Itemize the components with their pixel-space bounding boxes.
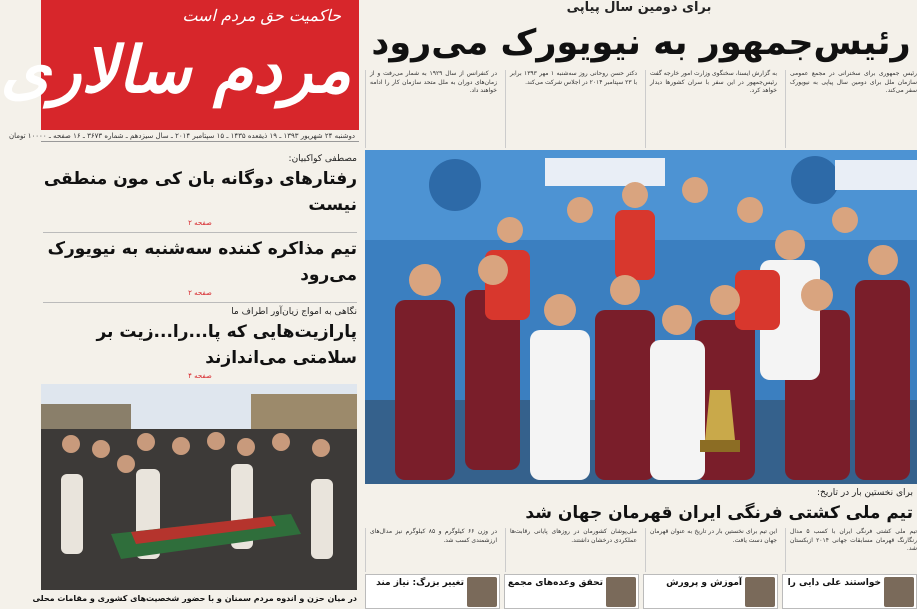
news-item[interactable] bbox=[43, 150, 357, 233]
teaser-item[interactable] bbox=[504, 574, 639, 609]
top-story-column: رئیس جمهوری برای سخنرانی در مجمع عمومی سازمان ملل برای دومین سال پیاپی به نیویورک سفر می‌کند. bbox=[785, 70, 917, 148]
news-item[interactable] bbox=[43, 303, 357, 386]
teaser-title: تحقق وعده‌های مجمع bbox=[507, 578, 603, 588]
news-item-page-ref: صفحه ۲ bbox=[188, 219, 212, 227]
masthead-slogan: حاکمیت حق مردم است bbox=[182, 6, 341, 25]
photo-story-kicker: برای نخستین بار در تاریخ: bbox=[817, 488, 913, 498]
news-item-page-ref: صفحه ۲ bbox=[188, 289, 212, 297]
teaser-title: خواستند علی دایی را bbox=[787, 578, 881, 588]
photo-story-column: ملی‌پوشان کشورمان در روزهای پایانی رقابت‌ها عملکردی درخشان داشتند. bbox=[505, 528, 637, 572]
news-item-headline[interactable]: پارازیت‌هایی که پا...را...زیت بر سلامتی می‌اندازند bbox=[96, 322, 357, 368]
dateline: دوشنبه ۲۴ شهریور ۱۳۹۳ ـ ۱۹ ذیقعده ۱۴۳۵ ـ ۱۵ سپتامبر ۲۰۱۴ ـ سال سیزدهم ـ شماره ۳۶۷۳ ـ ۱۶ صفحه ـ ۱۰۰۰۰ تومان bbox=[41, 130, 359, 142]
top-story-columns bbox=[365, 70, 917, 148]
news-item[interactable] bbox=[43, 233, 357, 303]
photo-story-columns bbox=[365, 528, 917, 572]
top-story-column: در کنفرانس از سال ۱۹۲۹ به شمار می‌رفت و از زمان‌های دوران به ملل متحد سازمان کار را ادامه خواهند داد. bbox=[365, 70, 497, 148]
teaser-title: تغییر بزرگ: نیاز مند bbox=[376, 578, 464, 588]
wrestling-team-photo-image bbox=[365, 150, 917, 484]
news-item-page-ref: صفحه ۴ bbox=[188, 372, 212, 380]
photo-story-column: تیم ملی کشتی فرنگی ایران با کسب ۵ مدال رنگارنگ قهرمان مسابقات جهانی ۲۰۱۴ ازبکستان شد. bbox=[785, 528, 917, 572]
funeral-photo-caption: در میان حزن و اندوه مردم سمنان و با حضور شخصیت‌های کشوری و مقامات محلی bbox=[32, 594, 357, 603]
news-item-headline[interactable]: رفتارهای دوگانه بان کی مون منطقی نیست bbox=[43, 169, 357, 215]
teaser-item[interactable] bbox=[365, 574, 500, 609]
teaser-thumbnail bbox=[467, 577, 497, 607]
wrestling-team-photo[interactable] bbox=[365, 150, 917, 484]
teaser-item[interactable] bbox=[643, 574, 778, 609]
masthead bbox=[0, 0, 359, 130]
bottom-teasers bbox=[365, 574, 917, 609]
news-item-headline[interactable]: تیم مذاکره کننده سه‌شنبه به نیویورک می‌رود bbox=[47, 239, 357, 285]
teaser-title: آموزش و پرورش bbox=[666, 578, 742, 588]
top-story-column: به گزارش ایسنا، سخنگوی وزارت امور خارجه گفت رئیس‌جمهور در این سفر با سران کشورها دیدار خواهد کرد. bbox=[645, 70, 777, 148]
photo-story-column: در وزن ۶۶ کیلوگرم و ۸۵ کیلوگرم نیز مدال‌های ارزشمندی کسب شد. bbox=[365, 528, 497, 572]
top-story-kicker: برای دومین سال پیاپی bbox=[566, 0, 712, 15]
photo-story-caption bbox=[369, 486, 913, 526]
top-story-column: دکتر حسن روحانی روز سه‌شنبه ۱ مهر ۱۳۹۳ برابر با ۲۳ سپتامبر ۲۰۱۴ در اجلاس شرکت می‌کند. bbox=[505, 70, 637, 148]
teaser-thumbnail bbox=[606, 577, 636, 607]
photo-story-column: این تیم برای نخستین بار در تاریخ به عنوان قهرمان جهان دست یافت. bbox=[645, 528, 777, 572]
teaser-thumbnail bbox=[745, 577, 775, 607]
main-headline[interactable]: رئیس‌جمهور به نیویورک می‌رود bbox=[371, 23, 911, 63]
funeral-photo-image bbox=[41, 384, 357, 590]
teaser-item[interactable] bbox=[782, 574, 917, 609]
news-item-kicker: مصطفی کواکبیان: bbox=[288, 154, 357, 164]
newspaper-logo: مردم سالاری bbox=[0, 33, 351, 108]
photo-story-headline[interactable]: تیم ملی کشتی فرنگی ایران قهرمان جهان شد bbox=[525, 503, 913, 523]
teaser-thumbnail bbox=[884, 577, 914, 607]
news-item-kicker: نگاهی به امواج زیان‌آور اطراف ما bbox=[231, 307, 357, 317]
funeral-photo[interactable] bbox=[41, 384, 357, 590]
